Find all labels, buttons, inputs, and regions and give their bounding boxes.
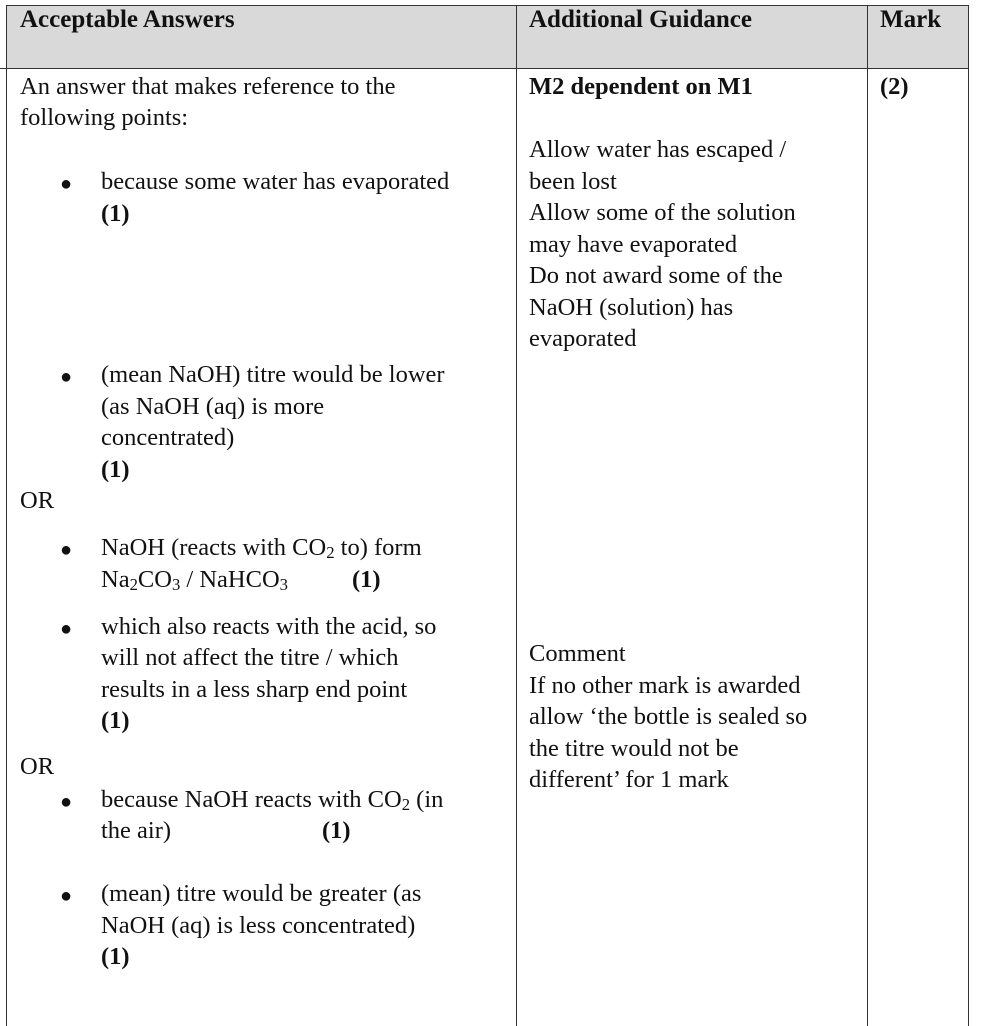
bullet-2-line-3: concentrated) <box>101 424 235 451</box>
bullet-6-line-1: (mean) titre would be greater (as <box>101 880 422 907</box>
guidance-line-7: evaporated <box>529 325 637 352</box>
comment-line-2: allow ‘the bottle is sealed so <box>529 703 808 730</box>
guidance-line-5: Do not award some of the <box>529 262 783 289</box>
or-separator-2: OR <box>20 753 55 780</box>
bullet-icon: ● <box>60 173 73 195</box>
guidance-m2-dependency: M2 dependent on M1 <box>529 73 753 100</box>
total-mark: (2) <box>880 73 909 100</box>
bullet-4-line-2: will not affect the titre / which <box>101 644 399 671</box>
header-mark: Mark <box>880 6 942 33</box>
bullet-5-line-1: because NaOH reacts with $CO_2$ (in <box>101 786 444 814</box>
left-border <box>6 5 7 1026</box>
bullet-icon: ● <box>60 791 73 813</box>
bullet-1-mark: (1) <box>101 200 130 227</box>
bullet-4-line-1: which also reacts with the acid, so <box>101 613 437 640</box>
bullet-3-line-1: NaOH (reacts with $CO_2$ to) form <box>101 534 422 562</box>
guidance-line-3: Allow some of the solution <box>529 199 796 226</box>
header-bottom-border <box>0 68 969 69</box>
comment-line-4: different’ for 1 mark <box>529 766 729 793</box>
header-additional-guidance: Additional Guidance <box>529 6 752 33</box>
column-divider-2 <box>867 5 868 1026</box>
guidance-line-1: Allow water has escaped / <box>529 136 787 163</box>
bullet-1-line-1: because some water has evaporated <box>101 168 450 195</box>
bullet-4-line-3: results in a less sharp end point <box>101 676 408 703</box>
bullet-3-line-2: $Na_2CO_3$ / NaHCO$_3$ <box>101 566 288 594</box>
intro-line-1: An answer that makes reference to the <box>20 73 396 100</box>
bullet-6-line-2: NaOH (aq) is less concentrated) <box>101 912 416 939</box>
bullet-icon: ● <box>60 539 73 561</box>
intro-line-2: following points: <box>20 104 189 131</box>
bullet-4-mark: (1) <box>101 707 130 734</box>
bullet-5-mark: (1) <box>322 817 351 844</box>
bullet-3-mark: (1) <box>352 566 381 593</box>
comment-line-1: If no other mark is awarded <box>529 672 801 699</box>
guidance-line-6: NaOH (solution) has <box>529 294 734 321</box>
bullet-5-line-2: the air) <box>101 817 172 844</box>
bullet-2-line-1: (mean NaOH) titre would be lower <box>101 361 445 388</box>
bullet-2-mark: (1) <box>101 456 130 483</box>
bullet-icon: ● <box>60 618 73 640</box>
header-acceptable-answers: Acceptable Answers <box>20 6 235 33</box>
bullet-icon: ● <box>60 366 73 388</box>
right-border <box>968 5 969 1026</box>
column-divider-1 <box>516 5 517 1026</box>
guidance-line-4: may have evaporated <box>529 231 738 258</box>
bullet-icon: ● <box>60 885 73 907</box>
comment-heading: Comment <box>529 640 626 667</box>
comment-line-3: the titre would not be <box>529 735 739 762</box>
or-separator-1: OR <box>20 487 55 514</box>
guidance-line-2: been lost <box>529 168 617 195</box>
bullet-6-mark: (1) <box>101 943 130 970</box>
bullet-2-line-2: (as NaOH (aq) is more <box>101 393 325 420</box>
